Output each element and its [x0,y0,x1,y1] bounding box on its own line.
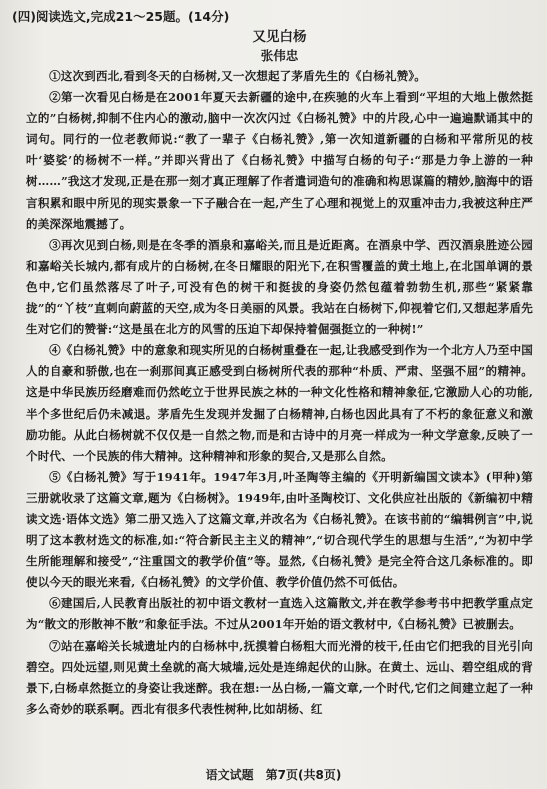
paragraph-3: ③再次见到白杨,则是在冬季的酒泉和嘉峪关,而且是近距离。在酒泉中学、西汉酒泉胜迹公园和嘉峪关长城内,都有成片的白杨树,在冬日耀眼的阳光下,在积雪覆盖的黄土地上,在北国单调的景色中,它们虽然落尽了叶子,可没有色的树干和挺拔的身姿仍然包蕴着勃勃生机,那些“紧紧靠拢”的“丫枝”直刺向蔚蓝的天空,成为冬日美丽的风景。我站在白杨树下,仰视着它们,又想起茅盾先生对它们的赞誉:“这是虽在北方的风雪的压迫下却保持着倔强挺立的一种树!” [26,237,533,337]
paragraph-2: ②第一次看见白杨是在2001年夏天去新疆的途中,在疾驰的火车上看到“平坦的大地上傲然挺立的”白杨树,抑制不住内心的激动,脑中一次次闪过《白杨礼赞》中的片段,心中一遍遍默诵其中的词句。同行的一位老教师说:“教了一辈子《白杨礼赞》,第一次知道新疆的白杨和平常所见的枝叶‘婆娑’的杨树不一样。”并即兴背出了《白杨礼赞》中描写白杨的句子:“那是力争上游的一种树……”我这才发现,正是在那一刻才真正理解了作者遣词造句的准确和构思谋篇的精妙,脑海中的语言积累和眼中所见的现实景象一下子融合在一起,产生了心理和视觉上的双重冲击力,我被这种庄严的美深深地震撼了。 [26,90,533,231]
paragraph-6: ⑥建国后,人民教育出版社的初中语文教材一直选入这篇散文,并在教学参考书中把教学重点定为“散文的形散神不散”和象征手法。不过从2001年开始的语文教材中,《白杨礼赞》已被删去。 [26,596,533,632]
paragraph-5: ⑤《白杨礼赞》写于1941年。1947年3月,叶圣陶等主编的《开明新编国文读本》(甲种)第三册就收录了这篇文章,题为《白杨树》。1949年,由叶圣陶校订、文化供应社出版的《新编初中精读文选·语体文选》第二册又选入了这篇文章,并改名为《白杨礼赞》。在该书前的“编辑例言”中,说明了这本教材选文的标准,如:“符合新民主主义的精神”,“切合现代学生的思想与生活”,“为初中学生所能理解和接受”,“注重国文的教学价值”等。显然,《白杨礼赞》是完全符合这几条标准的。即使以今天的眼光来看,《白杨礼赞》的文学价值、教学价值仍然不可低估。 [26,469,533,590]
paragraph-1: ①这次到西北,看到冬天的白杨树,又一次想起了茅盾先生的《白杨礼赞》。 [49,69,426,83]
article-author: 张伟忠 [260,48,299,63]
article-title: 又见白杨 [252,29,307,45]
section-heading: (四)阅读选文,完成21～25题。(14分) [12,9,230,24]
paragraph-4: ④《白杨礼赞》中的意象和现实所见的白杨树重叠在一起,让我感受到作为一个北方人乃至中国人的自豪和骄傲,也在一刹那间真正感受到白杨树所代表的那种“朴质、严肃、坚强不屈”的精神。这是中华民族历经磨难而仍然屹立于世界民族之林的一种文化性格和精神象征,它激励人心的功能,半个多世纪后仍未减退。茅盾先生发现并发掘了白杨精神,白杨也因此具有了不朽的象征意义和激励功能。从此白杨树就不仅仅是一自然之物,而是和古诗中的月亮一样成为一种文学意象,反映了一个时代、一个民族的伟大精神。这种精神和形象的契合,又是那么自然。 [26,343,533,463]
paragraph-7: ⑦站在嘉峪关长城遗址内的白杨林中,抚摸着白杨粗大而光滑的枝干,任由它们把我的目光引向碧空。四处远望,则见黄土垒就的高大城墙,远处是连绵起伏的山脉。在黄土、远山、碧空组成的背景下,白杨卓然挺立的身姿让我迷醉。我在想:一丛白杨,一篇文章,一个时代,它们之间建立起了一种多么奇妙的联系啊。西北有很多代表性树种,比如胡杨、红 [26,638,533,716]
page-footer: 语文试题 第7页(共8页) [205,768,342,782]
